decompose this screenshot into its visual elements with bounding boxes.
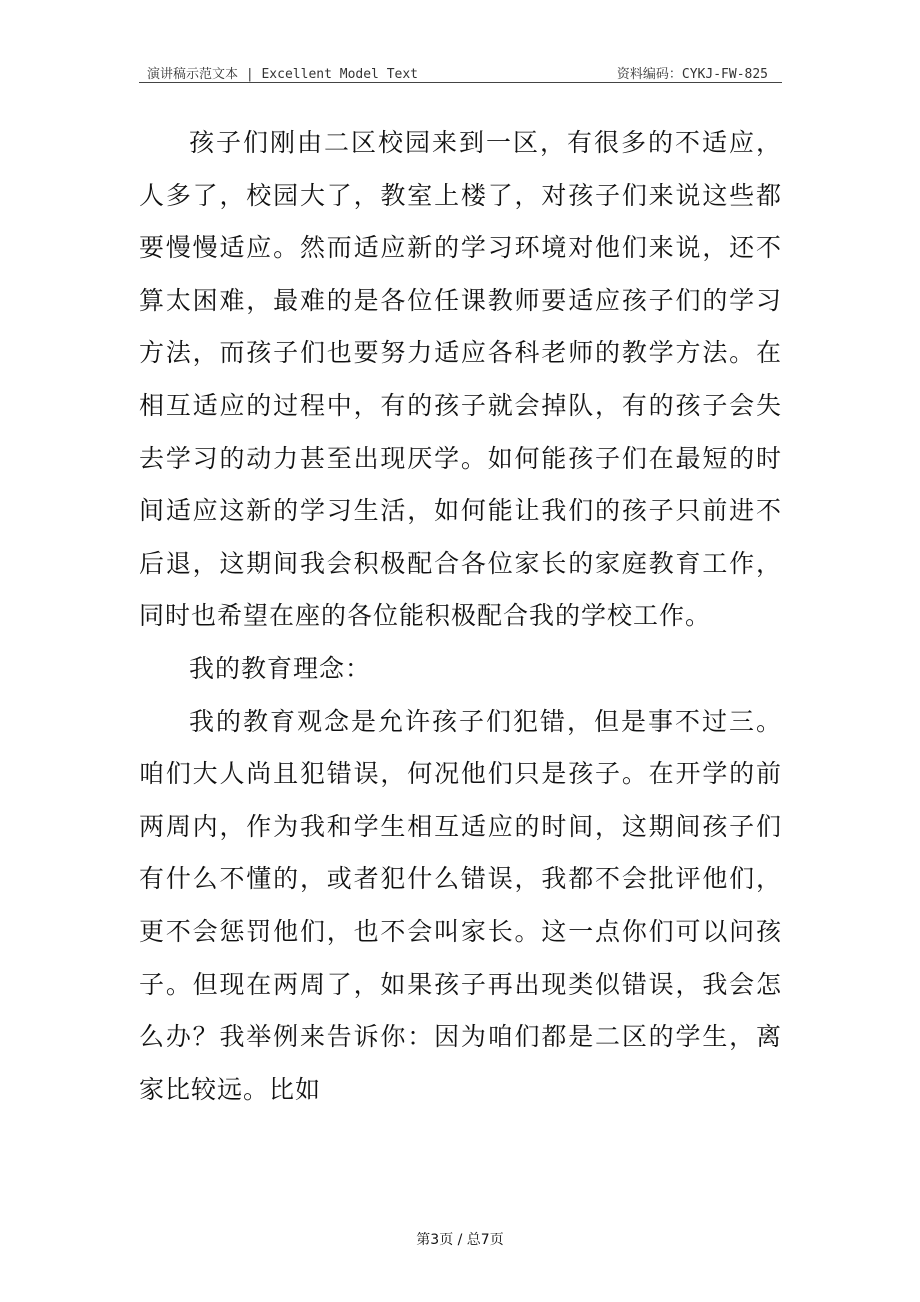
paragraph: 孩子们刚由二区校园来到一区，有很多的不适应，人多了，校园大了，教室上楼了，对孩子们来说这些都要慢慢适应。然而适应新的学习环境对他们来说，还不算太困难，最难的是各位任课教师要适应孩子们的学习方法，而孩子们也要努力适应各科老师的教学方法。在相互适应的过程中，有的孩子就会掉队，有的孩子会失去学习的动力甚至出现厌学。如何能孩子们在最短的时间适应这新的学习生活，如何能让我们的孩子只前进不后退，这期间我会积极配合各位家长的家庭教育工作，同时也希望在座的各位能积极配合我的学校工作。 [139,128,782,631]
document-body [139,117,782,1116]
header-title: 演讲稿示范文本 | Excellent Model Text [147,67,419,82]
paragraph: 我的教育观念是允许孩子们犯错，但是事不过三。咱们大人尚且犯错误，何况他们只是孩子。在开学的前两周内，作为我和学生相互适应的时间，这期间孩子们有什么不懂的，或者犯什么错误，我都不会批评他们，更不会惩罚他们，也不会叫家长。这一点你们可以问孩子。但现在两周了，如果孩子再出现类似错误，我会怎么办？我举例来告诉你：因为咱们都是二区的学生，离家比较远。比如 [139,706,782,1104]
page-number: 第3页 / 总7页 [416,1232,504,1248]
document-code: 资料编码：CYKJ-FW-825 [616,67,768,82]
section-heading: 我的教育理念： [189,653,372,683]
page-header [139,60,782,83]
